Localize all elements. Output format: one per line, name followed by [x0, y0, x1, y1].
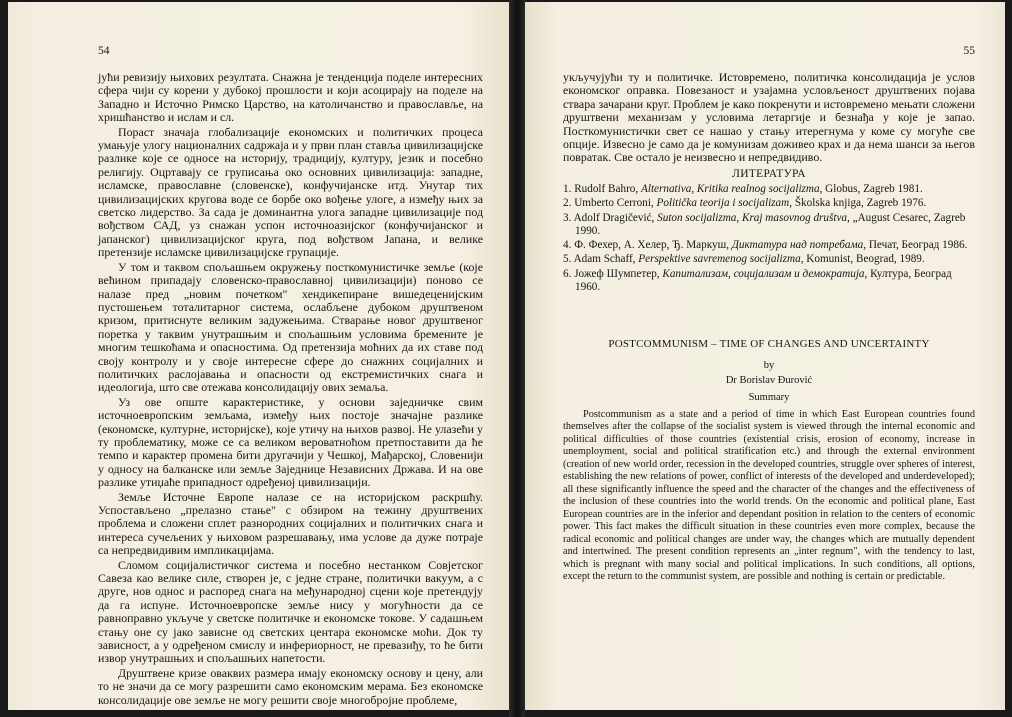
paragraph: Земље Источне Европе налазе се на историјском раскршћу. Успостављено „прелазно стање" с обзиром на тежину друштвених проблема и сложени сплет разнородних социјалних и политичких снага и интереса сучељених у њиховом разрешавању, има услове да дуже потраје са непредвидивим импликацијама.: [98, 489, 483, 558]
references-list: [563, 183, 975, 294]
abstract-text: Postcommunism as a state and a period of time in which East European countries found themselves after the collapse of the socialist system is viewed through the internal economic and political difficulties of those countries (existential crisis, erosion of economy, increase in unemployment, social and political stratification etc.) and through the external environment (creation of new world order, recession in the developed countries, struggle over spheres of interest, establishing the new relations of power, conflict of interests of the developed and underdeveloped); all these significantly influence the speed and the character of the changes and the effectiveness of the inclusion of these countries into the world trends. On the economic and political plane, East European countries are in the inferior and dependant position in relation to the centers of economic power. This fact makes the difficult situation in these countries even more complex, because the radical economic and political changes are under way, the changes which are mutually dependent and intertwined. The present condition represents an „inter regnum", with the tendency to last, which is pregnant with many social and political implications. In such conditions, all options, except the return to the communist system, are possible and nothing is certain or predictable.: [563, 408, 975, 583]
reference-item: 4. Ф. Фехер, А. Хелер, Ђ. Маркуш, Диктатура над потребама, Печат, Београд 1986.: [563, 238, 968, 251]
reference-item: 1. Rudolf Bahro, Alternativa, Kritika realnog socijalizma, Globus, Zagreb 1981.: [563, 182, 923, 195]
abstract-title: POSTCOMMUNISM – TIME OF CHANGES AND UNCERTAINTY: [608, 337, 930, 350]
paragraph: укључујући ту и политичке. Истовремено, политичка консолидација је услов економског оправка. Повезаност и узајамна условљеност друштвених појава ствара зачарани круг. Проблем је како покренути и истовремено мењати сложени друштвени механизам у условима летаргије и безнађа у које је запао. Посткомунистички свет се нашао у стању итерегнума у коме су могуће све опције. Извесно је само да је комунизам доживео крах и да нема шанси за његов повратак. Све остало је неизвесно и непредвидиво.: [563, 70, 975, 165]
right-page: [525, 2, 1005, 710]
abstract-author: Dr Borislav Đurović: [725, 374, 813, 386]
right-body-text: [563, 71, 975, 165]
abstract-by: by: [763, 359, 775, 371]
left-body-text: [98, 71, 483, 707]
references-heading: ЛИТЕРАТУРА: [732, 167, 806, 180]
book-spine: [509, 0, 525, 717]
page-number: 54: [98, 45, 110, 57]
left-page: [8, 2, 509, 710]
reference-item: 2. Umberto Cerroni, Politička teorija i socijalizam, Školska knjiga, Zagreb 1976.: [563, 197, 927, 210]
paragraph: Пораст значаја глобализације економских и политичких процеса умањује улогу националних садржаја и у први план ставља цивилизацијске разлике које се односе на историју, традицију, културу, језик и посебно религију. Оцртавају се груписања око основних цивилизација: западне, исламске, православне (словенске), конфучијанске итд. Унутар тих цивилизацијских кругова воде се борбе око вођење улоге, а између њих за светско лидерство. За сада је доминантна улога западне цивилизације под вођством САД, уз снажан успон источноазијског (конфучијанског и јапанског) цивилизацијског круга, под вођством Јапана, и велике претензије исламске цивилизацијске групације.: [98, 124, 483, 260]
reference-item: 6. Јожеф Шумпетер, Капитализам, социјализам и демократија, Култура, Београд 1960.: [563, 267, 952, 293]
reference-item: 3. Adolf Dragičević, Suton socijalizma, Kraj masovnog društva, „August Cesarec, Zagreb 1990.: [563, 211, 966, 237]
paragraph: У том и таквом спољашњем окружењу посткомунистичке земље (које већином припадају словенско-православној цивилизацији) поново се налазе пред „новим почетком" хендикепиране вишедеценијским пустошењем тоталитарног система, ослабљене дубоком друштвеном кризом, притиснуте великим задужењима. Стварање новог друштвеног поретка у таквим унутрашњим и спољашњим условима бремените је многим тешкоћама и опасностима. Од претензија моћних да их ставе под своју контролу и у своје интересне сфере до снажних социјалних и политичких раслојавања и опасности од екстремистичких снага и идеологија, што све отежава консолидацију ових земаља.: [98, 259, 483, 395]
paragraph: Уз ове опште карактеристике, у основи заједничке свим источноевропским земљама, између њих постоје значајне разлике (економске, културне, историјске), које утичу на њихов развој. Не улазећи у ту проблематику, може се са великом вероватноћом претпоставити да ће темпо и карактер промена бити другачији у Чешкој, Мађарској, Словенији у односу на балканске или земље Заједнице Независних Држава. И на ове разлике утиџаће припадност одређеној цивилизацији.: [98, 394, 483, 490]
paragraph: Сломом социјалистичког система и посебно нестанком Совјетског Савеза као велике силе, створен је, с једне стране, политички вакуум, а с друге, нов однос и распоред снага на међународној сцени које претендују да га испуне. Источноевропске земље нису у могућности да се равноправно укључе у светске политичке и економске токове. У садашњем стању оне су јако зависне од светских центара економске моћи. Док ту зависност, а у одређеном смислу и инфериорност, не превазиђу, то ће бити извор унутрашњих и спољашњих напетости.: [98, 557, 483, 666]
abstract-summary-label: Summary: [748, 391, 790, 403]
paragraph: Друштвене кризе оваквих размера имају економску основу и цену, али то не значи да се могу разрешити само економским мерама. Без економске консолидације ове земље не могу решити своје многобројне проблеме,: [98, 665, 483, 707]
page-number: 55: [963, 45, 975, 57]
paragraph: јући ревизију њихових резултата. Снажна је тенденција поделе интересних сфера чији су корени у дубокој прошлости и који асоцирају на поделе на Западно и Источно Римско Царство, на католичанство и православље, на хришћанство и ислам и сл.: [98, 70, 483, 125]
reference-item: 5. Adam Schaff, Perspektive savremenog socijalizma, Komunist, Beograd, 1989.: [563, 253, 925, 266]
